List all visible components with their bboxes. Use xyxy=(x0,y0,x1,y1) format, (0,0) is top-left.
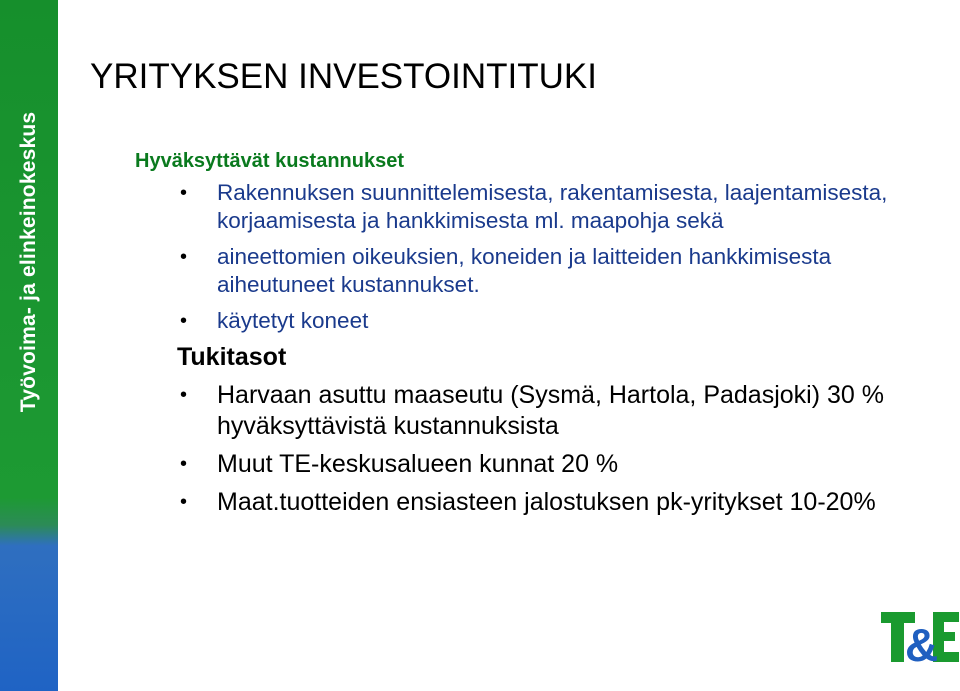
bullet-icon: • xyxy=(180,182,188,204)
page-title: YRITYKSEN INVESTOINTITUKI xyxy=(90,57,597,96)
bullet-icon: • xyxy=(180,310,188,332)
content-body xyxy=(135,150,925,525)
eligible-costs-list xyxy=(135,179,925,335)
bullet-icon: • xyxy=(180,246,188,268)
te-keskus-logo-icon xyxy=(881,608,959,664)
list-item-text: Maat.tuotteiden ensiasteen jalostuksen pk-yritykset 10-20% xyxy=(217,488,876,516)
list-item xyxy=(135,307,925,335)
list-item-text: Muut TE-keskusalueen kunnat 20 % xyxy=(217,450,619,478)
list-item-text: käytetyt koneet xyxy=(217,308,369,333)
list-item xyxy=(135,487,925,518)
list-item xyxy=(135,179,925,235)
bullet-icon: • xyxy=(180,491,188,513)
sidebar-band xyxy=(0,0,58,691)
logo-t-stem xyxy=(891,623,904,662)
bullet-icon: • xyxy=(180,453,188,475)
list-item-text: Rakennuksen suunnittelemisesta, rakentamisesta, laajentamisesta, korjaamisesta ja hankkimisesta ml. maapohja sekä xyxy=(217,180,888,233)
eligible-costs-heading: Hyväksyttävät kustannukset xyxy=(135,150,405,172)
list-item xyxy=(135,380,925,442)
sidebar-label: Työvoima- ja elinkeinokeskus xyxy=(17,111,40,413)
support-levels-heading: Tukitasot xyxy=(177,343,287,371)
list-item xyxy=(135,449,925,480)
support-levels-list xyxy=(135,380,925,518)
list-item-text: Harvaan asuttu maaseutu (Sysmä, Hartola, Padasjoki) 30 % hyväksyttävistä kustannuksista xyxy=(217,381,884,440)
list-item-text: aineettomien oikeuksien, koneiden ja laitteiden hankkimisesta aiheutuneet kustannukset. xyxy=(217,244,832,297)
list-item xyxy=(135,243,925,299)
logo-ampersand: & xyxy=(905,619,939,664)
bullet-icon: • xyxy=(180,384,188,406)
